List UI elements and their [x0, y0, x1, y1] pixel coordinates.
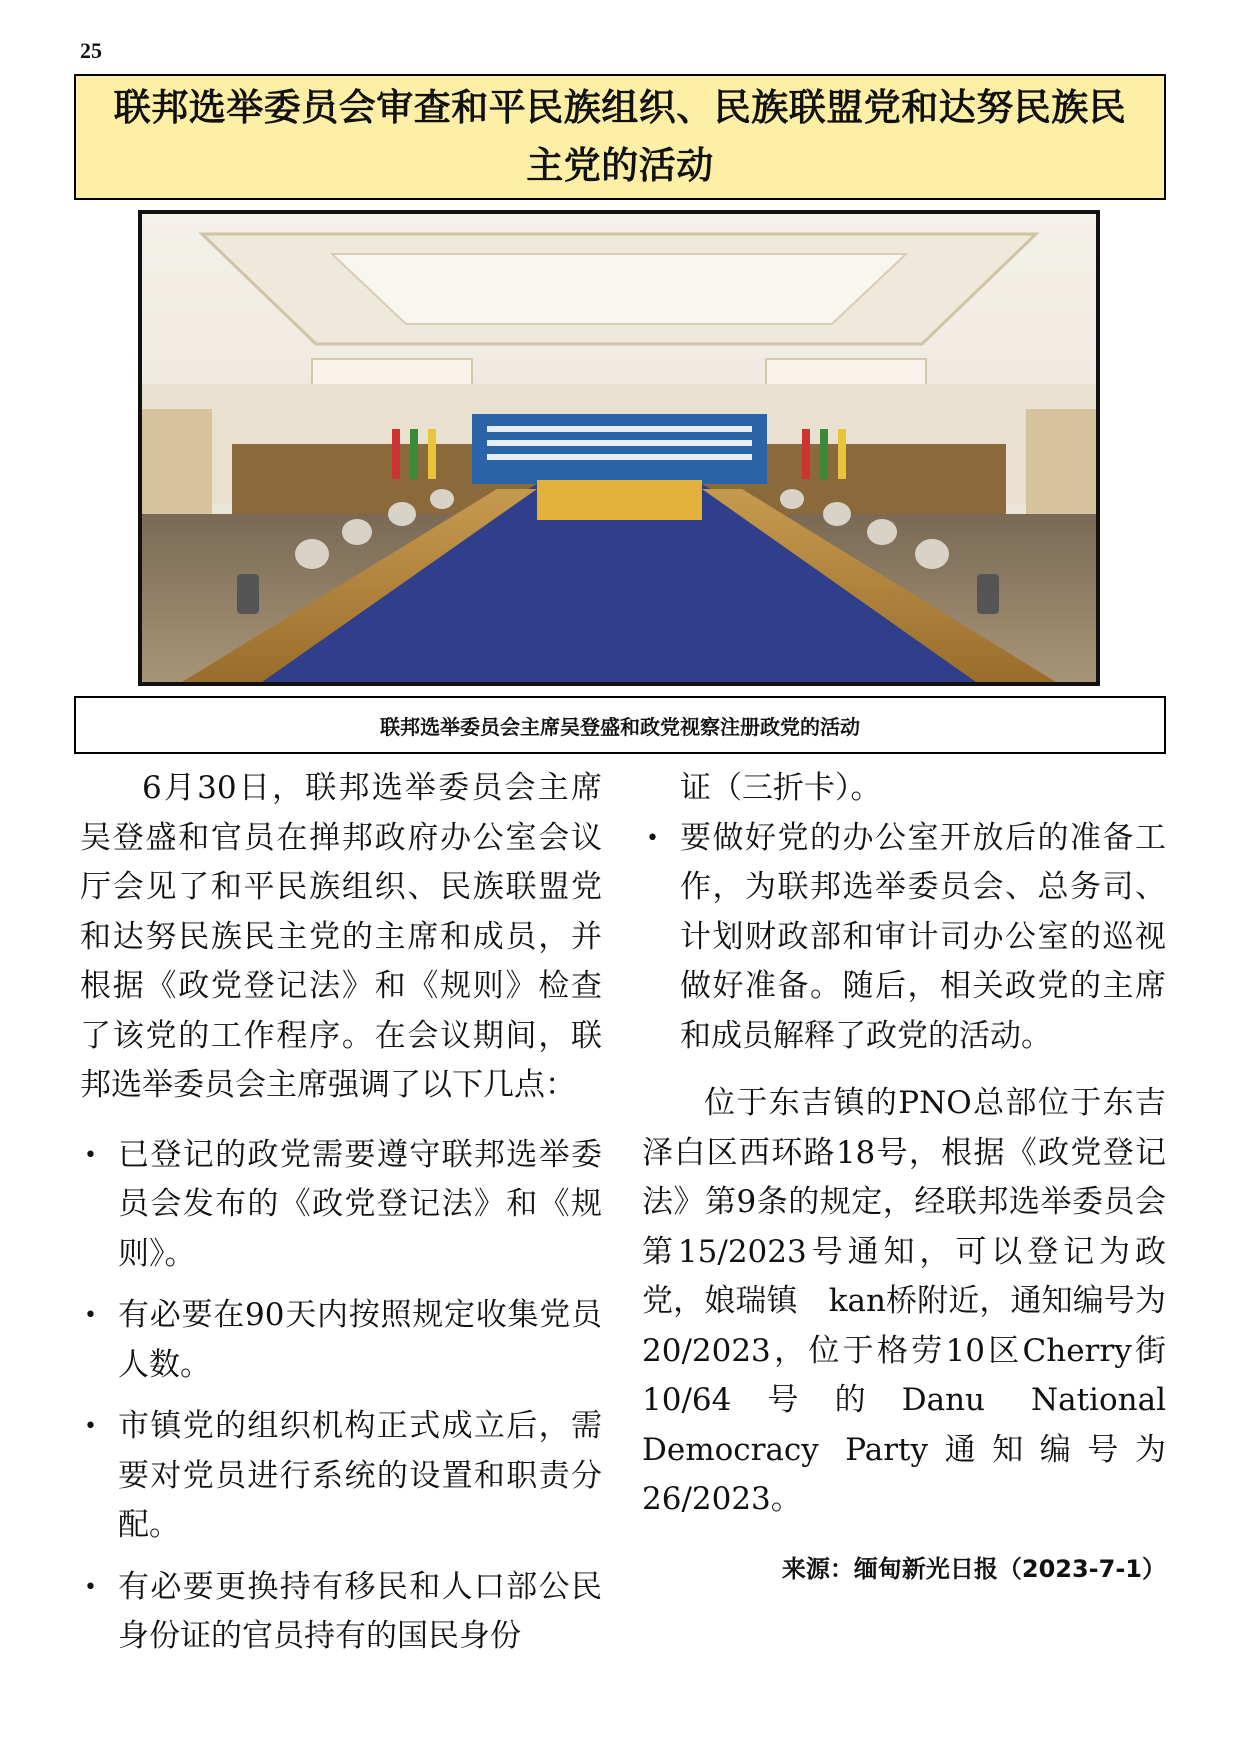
article-title-box: [74, 74, 1166, 200]
intro-paragraph: 6月30日，联邦选举委员会主席吴登盛和官员在掸邦政府办公室会议厅会见了和平民族组织、民族联盟党和达努民族民主党的主席和成员，并根据《政党登记法》和《规则》检查了该党的工作程序。在会议期间，联邦选举委员会主席强调了以下几点：: [80, 770, 602, 1103]
photo-caption: 联邦选举委员会主席吴登盛和政党视察注册政党的活动: [380, 714, 860, 739]
key-points-list-continued: [642, 814, 1166, 1062]
body-paragraph: 位于东吉镇的PNO总部位于东吉泽白区西环路18号，根据《政党登记法》第9条的规定，经联邦选举委员会第15/2023号通知，可以登记为政党，娘瑞镇 kan桥附近，通知编号为20/2023，位于格劳10区Cherry街10/64号的Danu National Democracy Party通知编号为26/2023。: [642, 1085, 1166, 1517]
list-item: • 有必要更换持有移民和人口部公民身份证的官员持有的国民身份: [80, 1563, 602, 1662]
article-title: 联邦选举委员会审查和平民族组织、民族联盟党和达努民族民主党的活动: [113, 86, 1127, 187]
right-column: [642, 764, 1166, 1594]
list-item: • 要做好党的办公室开放后的准备工作，为联邦选举委员会、总务司、计划财政部和审计司办公室的巡视做好准备。随后，相关政党的主席和成员解释了政党的活动。: [642, 814, 1166, 1062]
list-item: • 有必要在90天内按照规定收集党员人数。: [80, 1291, 602, 1390]
key-points-list: [80, 1131, 602, 1662]
list-item: • 市镇党的组织机构正式成立后，需要对党员进行系统的设置和职责分配。: [80, 1402, 602, 1551]
meeting-hall-image: [142, 214, 1096, 682]
page-number: 25: [80, 38, 102, 63]
left-column: [80, 764, 602, 1674]
list-item: • 已登记的政党需要遵守联邦选举委员会发布的《政党登记法》和《规则》。: [80, 1131, 602, 1280]
photo-caption-box: [74, 696, 1166, 754]
meeting-photo: [138, 210, 1100, 686]
list-item-continuation: 证（三折卡）。: [680, 770, 882, 806]
source-attribution: 来源：缅甸新光日报（2023-7-1）: [781, 1554, 1166, 1583]
